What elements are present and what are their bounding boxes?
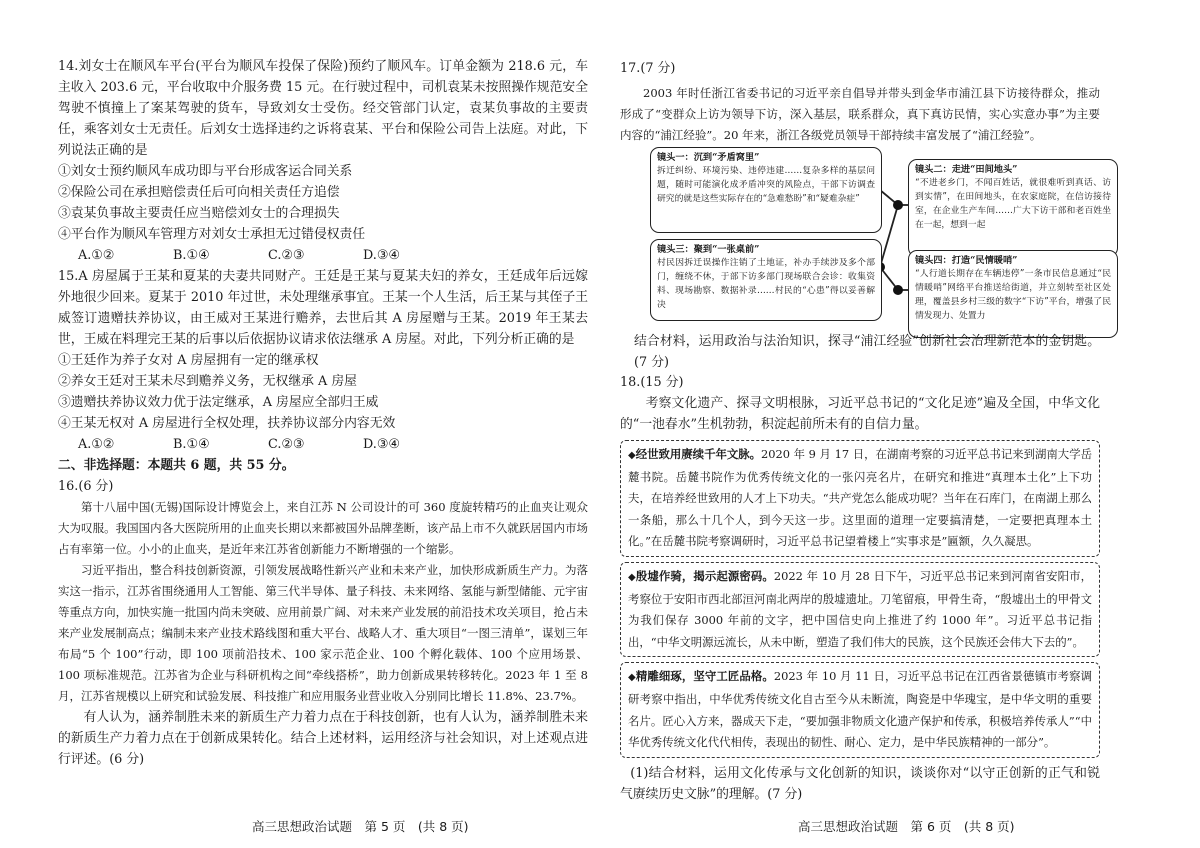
q16-material-1: 第十八届中国(无锡)国际设计博览会上，来自江苏 N 公司设计的可 360 度旋转精巧的止血夹让观众大为叹服。我国国内各大医院所用的止血夹长期以来都被国外品牌垄断，该产品上市不久就跃居国内市场占有率第一位。小小的止血夹，是近年来江苏省创新能力不断增强的一个缩影。 <box>58 500 588 556</box>
culture-block-3-body: 2023 年 10 月 11 日，习近平总书记在江西省景德镇市考察调研考察中指出，中华优秀传统文化自古至今从未断流，陶瓷是中华瑰宝，是中华文明的重要名片。匠心入方来，器成天下走，“要加强非物质文化遗产保护和传承，积极培养传承人”“中华优秀传统文化代代相传，表现出的韧性、耐心、定力，是中华民族精神的一部分”。 <box>628 669 1092 750</box>
scene-3-body: 村民因拆迁误操作注销了土地证，补办手续涉及多个部门，缠绕不休，于部下访多部门现场联合会诊：收集资料、现场勘察、数据补录……村民的“心患”得以妥善解决 <box>657 258 875 310</box>
scene-box-2 <box>908 159 1118 257</box>
q18-sub-question-1: (1)结合材料，运用文化传承与文化创新的知识，谈谈你对“以守正创新的正气和锐气赓续历史文脉”的理解。(7 分) <box>620 765 1100 802</box>
node-dot-3 <box>893 285 903 295</box>
culture-block-1-body: 2020 年 9 月 17 日，在湖南考察的习近平总书记来到湖南大学岳麓书院。岳麓书院作为优秀传统文化的一张闪亮名片，在研究和推进“真理本土化”上下功夫，在培养经世致用的人才上下功夫。“共产党怎么能成功呢？当年在石库门，在南湖上那么一条船，那么十几个人，到今天这一步。这里面的道理一定要搞清楚，一定要把真理本土化。”在岳麓书院考察调研时，习近平总书记望着楼上“实事求是”匾额，久久凝思。 <box>628 447 1092 549</box>
culture-block-3 <box>620 662 1100 757</box>
q14-choice-3: ③袁某负事故主要责任应当赔偿刘女士的合理损失 <box>58 206 340 221</box>
q15-choice-4: ④王某无权对 A 房屋进行全权处理，扶养协议部分内容无效 <box>58 416 396 431</box>
q15-option-b: B.①④ <box>173 437 210 452</box>
q18-number: 18.(15 分) <box>620 375 684 390</box>
q17-number: 17.(7 分) <box>620 61 676 76</box>
scene-2-body: “不进老乡门，不闻百姓话，就很难听到真话、访到实情”，在田间地头，在农家庭院，在信访接待室，在企业生产车间……广大下访干部和老百姓坐在一起，想到一起 <box>915 178 1111 230</box>
scene-2-title: 镜头二：走进“田间地头” <box>915 164 1018 175</box>
q14-option-c: C.②③ <box>268 248 305 263</box>
culture-block-1 <box>620 440 1100 557</box>
culture-block-2-body: 2022 年 10 月 28 日下午，习近平总书记来到河南省安阳市，考察位于安阳市西北部洹河南北两岸的殷墟遗址。刀笔留痕，甲骨生奇，“殷墟出土的甲骨文为我们保存 3000 年前的文字，把中国信史向上推进了约 1000 年”。习近平总书记指出，“中华文明源远流长，从未中断，塑造了我们伟大的民族，这个民族还会伟大下去的”。 <box>628 568 1092 649</box>
scene-box-1 <box>650 147 882 233</box>
culture-block-2-title: 殷墟作骑，揭示起源密码。 <box>635 568 774 583</box>
scene-1-title: 镜头一：沉到“矛盾窝里” <box>657 152 760 163</box>
q18-intro: 考察文化遗产、探寻文明根脉，习近平总书记的“文化足迹”遍及全国，中华文化的“一池春水”生机勃勃，积淀起前所未有的自信力量。 <box>620 396 1100 432</box>
scene-4-title: 镜头四：打造“民情暖哨” <box>915 255 1018 266</box>
culture-block-2 <box>620 562 1100 657</box>
question-15 <box>58 266 588 455</box>
q15-options <box>78 434 588 455</box>
diamond-bullet-icon: ◆ <box>628 672 636 684</box>
q14-choice-2: ②保险公司在承担赔偿责任后可向相关责任方追偿 <box>58 185 340 200</box>
q15-choice-2: ②养女王廷对王某未尽到赡养义务，无权继承 A 房屋 <box>58 374 357 389</box>
q14-choice-1: ①刘女士预约顺风车成功即与平台形成客运合同关系 <box>58 164 353 179</box>
q15-choice-1: ①王廷作为养子女对 A 房屋拥有一定的继承权 <box>58 353 319 368</box>
culture-block-1-title: 经世致用赓续千年文脉。 <box>635 447 762 461</box>
q15-choice-3: ③遗赠扶养协议效力优于法定继承，A 房屋应全部归王威 <box>58 395 379 410</box>
q17-intro: 2003 年时任浙江省委书记的习近平亲自倡导并带头到金华市浦江县下访接待群众，推动形成了“变群众上访为领导下访，深入基层，联系群众，真下真访民情，实心实意办事”为主要内容的“浦江经验”。20 年来，浙江各级党员领导干部持续丰富发展了“浦江经验”。 <box>620 86 1100 142</box>
diamond-bullet-icon: ◆ <box>628 450 636 461</box>
q15-option-c: C.②③ <box>268 437 305 452</box>
q14-option-a: A.①② <box>78 248 115 263</box>
scene-3-title: 镜头三：聚到“一张桌前” <box>657 244 760 255</box>
question-16 <box>58 476 592 770</box>
q16-question: 有人认为，涵养制胜未来的新质生产力着力点在于科技创新，也有人认为，涵养制胜未来的新质生产力着力点在于创新成果转化。结合上述材料，运用经济与社会知识，对上述观点进行评述。(6 分) <box>58 710 588 767</box>
q14-option-d: D.③④ <box>363 248 400 263</box>
node-dot-1 <box>893 200 903 210</box>
left-page <box>58 0 592 848</box>
q17-question: 结合材料，运用政治与法治知识，探寻“浦江经验”创新社会治理新范本的金钥匙。(7 分) <box>634 334 1100 370</box>
scene-4-body: “人行道长期存在车辆违停”一条市民信息通过“民情暖哨”网络平台推送给街道，并立刻转至社区处理，覆盖县乡村三级的数字“下访”平台，增强了民情发现力、处置力 <box>915 269 1111 321</box>
q16-number: 16.(6 分) <box>58 479 114 494</box>
left-page-footer: 高三思想政治试题 第 5 页 (共 8 页) <box>252 819 469 834</box>
q16-material-2: 习近平指出，整合科技创新资源，引领发展战略性新兴产业和未来产业，加快形成新质生产力。为落实这一指示，江苏省围绕通用人工智能、第三代半导体、量子科技、未来网络、氢能与新型储能、元宇宙等重点方向，加快实施一批国内尚未突破、应用前景广阔、对未来产业发展的前沿技术攻关项目，抢占未来产业发展制高点；编制未来产业技术路线图和重大平台、战略人才、重大项目“一图三清单”，谋划三年布局“5 个 100”行动，即 100 项前沿技术、100 家示范企业、100 个孵化载体、100 个应用场景、100 项标准规范。江苏省为企业与科研机构之间“牵线搭桥”，助力创新成果转移转化。2023 年 1 至 8 月，江苏省规模以上研究和试验发展、科技推广和应用服务业营业收入分别同比增长 11.8%、23.7%。 <box>58 563 592 703</box>
q14-stem: 14.刘女士在顺风车平台(平台为顺风车投保了保险)预约了顺风车。订单金额为 218.6 元，车主收入 203.6 元，平台收取中介服务费 15 元。在行驶过程中，司机袁某未按照操作规范安全驾驶不慎撞上了案某驾驶的货车，导致刘女士受伤。经交管部门认定，袁某负事故的主要责任，乘客刘女士无责任。后刘女士选择违约之诉将袁某、平台和保险公司告上法庭。对此，下列说法正确的是 <box>58 59 588 158</box>
q15-option-a: A.①② <box>78 437 115 452</box>
q14-options <box>78 245 588 266</box>
scene-1-body: 拆迁纠纷、环境污染、违停违建……复杂多样的基层问题，随时可能演化成矛盾冲突的风险点，干部下访调查研究的就是这些实际存在的“急难愁盼”和“疑难杂症” <box>657 166 875 204</box>
q14-choice-4: ④平台作为顺风车管理方对刘女士承担无过错侵权责任 <box>58 227 366 242</box>
q15-stem: 15.A 房屋属于王某和夏某的夫妻共同财产。王廷是王某与夏某夫妇的养女，王廷成年后远嫁外地很少回来。夏某于 2010 年过世，未处理继承事宜。王某一个人生活，后王某与其侄子王威签订遗赠扶养协议，由王威对王某进行赡养，去世后其 A 房屋赠与王某。2019 年王某去世，王威在料理完王某的后事以后依据协议请求依法继承 A 房屋。对此，下列分析正确的是 <box>58 269 588 347</box>
q15-option-d: D.③④ <box>363 437 400 452</box>
scene-box-3 <box>650 239 882 321</box>
question-14 <box>58 56 588 266</box>
diamond-bullet-icon: ◆ <box>628 571 636 583</box>
right-page <box>620 0 1111 848</box>
scene-box-4 <box>908 250 1118 338</box>
pujiang-experience-diagram <box>650 147 1120 339</box>
q14-option-b: B.①④ <box>173 248 210 263</box>
section-heading: 二、非选择题：本题共 6 题，共 55 分。 <box>58 458 295 473</box>
culture-block-3-title: 精雕细琢，坚守工匠品格。 <box>635 669 774 684</box>
right-page-footer: 高三思想政治试题 第 6 页 (共 8 页) <box>798 819 1015 834</box>
